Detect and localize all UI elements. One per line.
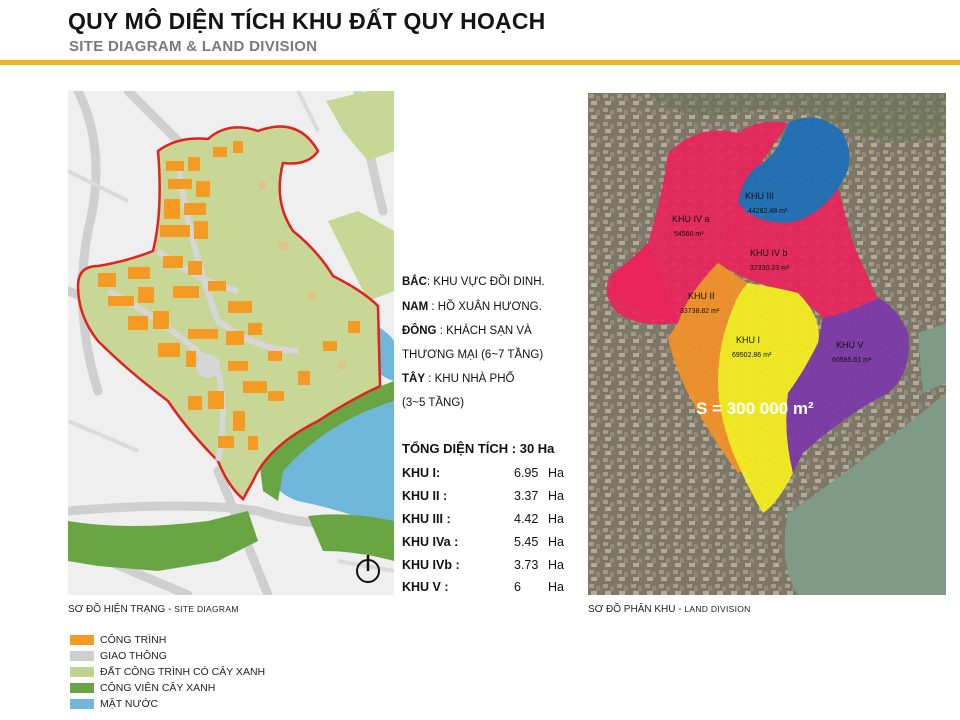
legend-label: GIAO THÔNG — [100, 650, 167, 662]
legend-item — [70, 634, 330, 646]
zone-row — [402, 535, 572, 555]
zone-name: KHU I: — [402, 466, 441, 480]
legend-swatch — [70, 699, 94, 709]
west-label: TÂY — [402, 373, 425, 385]
zone-value: 3.37 — [514, 489, 539, 503]
zone-name: KHU IVb : — [402, 558, 460, 572]
west-value-2: (3~5 TẦNG) — [402, 397, 465, 409]
total-area: TỔNG DIỆN TÍCH : 30 Ha — [402, 441, 555, 456]
page-subtitle: SITE DIAGRAM & LAND DIVISION — [69, 38, 318, 55]
south-value: : HỒ XUÂN HƯƠNG. — [431, 301, 542, 313]
zone-unit: Ha — [548, 466, 564, 480]
zone-value: 5.45 — [514, 535, 539, 549]
zone-ivb-area: 37330.23 m² — [750, 265, 790, 272]
legend-item — [70, 666, 330, 678]
land-caption-en: LAND DIVISION — [684, 604, 751, 614]
east-value-1: : KHÁCH SẠN VÀ — [439, 325, 532, 337]
zone-value: 4.42 — [514, 512, 539, 526]
zone-row — [402, 489, 572, 509]
legend-label: MẶT NƯỚC — [100, 698, 159, 710]
site-caption-en: SITE DIAGRAM — [174, 604, 239, 614]
land-division-map — [588, 93, 946, 595]
legend-item — [70, 650, 330, 662]
legend-label: ĐẤT CÔNG TRÌNH CÓ CÂY XANH — [100, 666, 266, 678]
east-boundary-info — [402, 325, 532, 337]
zone-value: 6.95 — [514, 466, 539, 480]
west-boundary-info — [402, 373, 514, 385]
zone-row — [402, 580, 572, 600]
land-division-drawing — [588, 93, 946, 595]
zone-unit: Ha — [548, 512, 564, 526]
north-value: : KHU VỰC ĐỒI DINH. — [426, 276, 545, 288]
site-diagram-drawing — [68, 91, 394, 595]
north-boundary-info — [402, 276, 545, 288]
zone-name: KHU II : — [402, 489, 448, 503]
zone-i-area: 69502.86 m² — [732, 352, 772, 359]
page-title: QUY MÔ DIỆN TÍCH KHU ĐẤT QUY HOẠCH — [68, 8, 546, 34]
zone-unit: Ha — [548, 535, 564, 549]
south-label: NAM — [402, 301, 429, 313]
legend-label: CÔNG VIÊN CÂY XANH — [100, 682, 216, 694]
zone-row — [402, 512, 572, 532]
site-caption-vi: SƠ ĐỒ HIỆN TRẠNG - — [68, 604, 175, 615]
zone-ivb-label: KHU IV b — [750, 248, 788, 258]
zone-row — [402, 466, 572, 486]
site-diagram-caption — [68, 604, 239, 615]
zone-unit: Ha — [548, 489, 564, 503]
zone-row — [402, 558, 572, 578]
south-boundary-info — [402, 301, 542, 313]
zone-iva-area: 54560 m² — [674, 231, 704, 238]
legend-swatch — [70, 635, 94, 645]
zone-name: KHU IVa : — [402, 535, 459, 549]
zone-value: 6 — [514, 580, 521, 594]
zone-unit: Ha — [548, 558, 564, 572]
site-diagram-map — [68, 91, 394, 595]
legend-label: CÔNG TRÌNH — [100, 634, 167, 646]
legend-item — [70, 698, 330, 710]
zone-v-area: 60585.61 m² — [832, 357, 872, 364]
west-value-1: : KHU NHÀ PHỐ — [428, 373, 515, 385]
legend-swatch — [70, 667, 94, 677]
zone-iva-label: KHU IV a — [672, 214, 710, 224]
zone-value: 3.73 — [514, 558, 539, 572]
zone-name: KHU V : — [402, 580, 449, 594]
zone-ii-label: KHU II — [688, 291, 715, 301]
zone-v-label: KHU V — [836, 340, 864, 350]
land-caption-vi: SƠ ĐỒ PHÂN KHU - — [588, 604, 685, 615]
zone-unit: Ha — [548, 580, 564, 594]
legend-item — [70, 682, 330, 694]
land-division-caption — [588, 604, 751, 615]
zone-iii-label: KHU III — [745, 191, 775, 201]
total-area-overlay: S = 300 000 m² — [696, 399, 814, 418]
zone-i-label: KHU I — [736, 335, 761, 345]
legend-swatch — [70, 651, 94, 661]
header-divider — [0, 60, 960, 65]
zone-ii-area: 33738.82 m² — [680, 308, 720, 315]
zone-iii-area: 44282.48 m² — [748, 208, 788, 215]
east-value-2: THƯƠNG MẠI (6~7 TẦNG) — [402, 349, 544, 361]
north-label: BẮC — [402, 276, 427, 288]
legend-swatch — [70, 683, 94, 693]
east-label: ĐÔNG — [402, 325, 437, 337]
zone-name: KHU III : — [402, 512, 451, 526]
